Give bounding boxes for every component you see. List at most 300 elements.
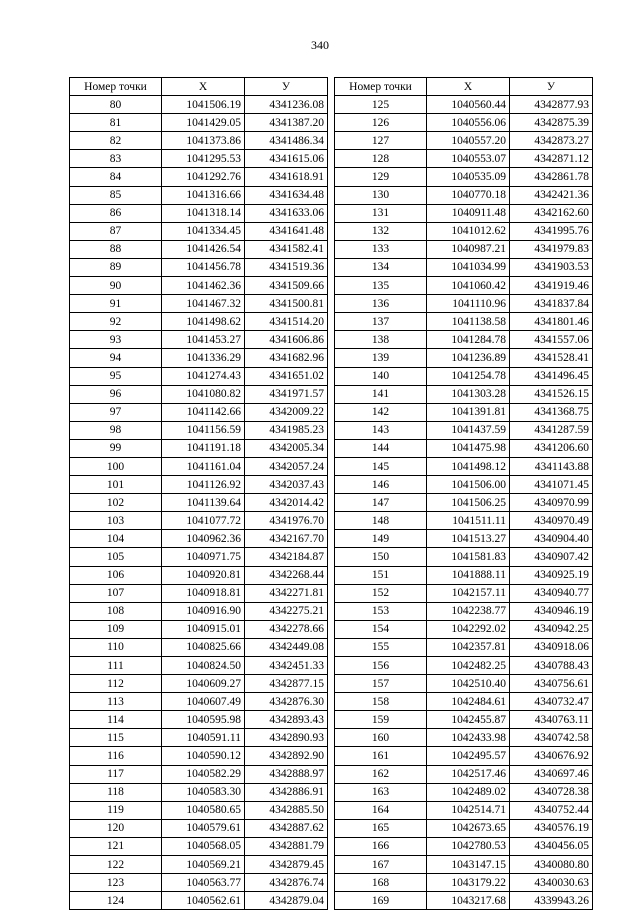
- table-row: [335, 801, 593, 819]
- table-row: [70, 638, 328, 656]
- x-cell: 1041456.78: [162, 258, 245, 276]
- x-cell: 1042482.25: [427, 657, 510, 675]
- x-cell: 1040535.09: [427, 168, 510, 186]
- point-number-cell: 104: [70, 530, 162, 548]
- table-row: [70, 168, 328, 186]
- point-number-cell: 95: [70, 367, 162, 385]
- table-row: [70, 711, 328, 729]
- point-number-cell: 157: [335, 675, 427, 693]
- y-cell: 4340080.80: [510, 856, 593, 874]
- point-number-cell: 129: [335, 168, 427, 186]
- table-row: [335, 240, 593, 258]
- y-cell: 4342885.50: [245, 801, 328, 819]
- table-row: [70, 892, 328, 910]
- table-row: [335, 295, 593, 313]
- y-cell: 4342449.08: [245, 638, 328, 656]
- y-cell: 4342890.93: [245, 729, 328, 747]
- table-row: [335, 313, 593, 331]
- y-cell: 4342005.34: [245, 439, 328, 457]
- x-cell: 1042433.98: [427, 729, 510, 747]
- point-number-cell: 142: [335, 403, 427, 421]
- table-row: [335, 530, 593, 548]
- x-cell: 1041292.76: [162, 168, 245, 186]
- x-cell: 1042157.11: [427, 584, 510, 602]
- x-cell: 1040825.66: [162, 638, 245, 656]
- x-cell: 1043217.68: [427, 892, 510, 910]
- x-cell: 1041506.25: [427, 494, 510, 512]
- point-number-cell: 131: [335, 204, 427, 222]
- x-cell: 1042495.57: [427, 747, 510, 765]
- y-cell: 4341837.84: [510, 295, 593, 313]
- y-cell: 4342877.15: [245, 675, 328, 693]
- x-cell: 1041581.83: [427, 548, 510, 566]
- x-cell: 1040569.21: [162, 856, 245, 874]
- x-cell: 1041498.62: [162, 313, 245, 331]
- x-cell: 1041254.78: [427, 367, 510, 385]
- table-row: [335, 765, 593, 783]
- x-cell: 1043147.15: [427, 856, 510, 874]
- x-cell: 1041453.27: [162, 331, 245, 349]
- x-cell: 1042489.02: [427, 783, 510, 801]
- y-cell: 4340970.49: [510, 512, 593, 530]
- x-cell: 1042517.46: [427, 765, 510, 783]
- point-number-cell: 84: [70, 168, 162, 186]
- x-cell: 1040916.90: [162, 602, 245, 620]
- point-number-cell: 121: [70, 837, 162, 855]
- y-cell: 4340907.42: [510, 548, 593, 566]
- point-number-cell: 120: [70, 819, 162, 837]
- table-row: [70, 801, 328, 819]
- x-cell: 1040987.21: [427, 240, 510, 258]
- y-cell: 4342876.74: [245, 874, 328, 892]
- y-cell: 4341496.45: [510, 367, 593, 385]
- y-cell: 4341528.41: [510, 349, 593, 367]
- y-cell: 4340925.19: [510, 566, 593, 584]
- y-cell: 4342275.21: [245, 602, 328, 620]
- x-cell: 1041437.59: [427, 421, 510, 439]
- y-cell: 4341976.70: [245, 512, 328, 530]
- x-cell: 1041139.64: [162, 494, 245, 512]
- x-cell: 1040582.29: [162, 765, 245, 783]
- header-x: X: [162, 78, 245, 96]
- table-row: [70, 747, 328, 765]
- y-cell: 4341979.83: [510, 240, 593, 258]
- table-row: [335, 132, 593, 150]
- point-number-cell: 123: [70, 874, 162, 892]
- y-cell: 4339943.26: [510, 892, 593, 910]
- x-cell: 1042238.77: [427, 602, 510, 620]
- x-cell: 1041156.59: [162, 421, 245, 439]
- table-row: [70, 403, 328, 421]
- table-row: [70, 657, 328, 675]
- point-number-cell: 150: [335, 548, 427, 566]
- x-cell: 1041138.58: [427, 313, 510, 331]
- header-x: X: [427, 78, 510, 96]
- point-number-cell: 149: [335, 530, 427, 548]
- table-row: [335, 856, 593, 874]
- point-number-cell: 158: [335, 693, 427, 711]
- y-cell: 4341519.36: [245, 258, 328, 276]
- table-row: [335, 783, 593, 801]
- table-row: [70, 783, 328, 801]
- table-row: [70, 602, 328, 620]
- y-cell: 4342877.93: [510, 96, 593, 114]
- y-cell: 4341919.46: [510, 277, 593, 295]
- x-cell: 1041077.72: [162, 512, 245, 530]
- table-row: [335, 457, 593, 475]
- y-cell: 4341633.06: [245, 204, 328, 222]
- table-row: [70, 132, 328, 150]
- point-number-cell: 117: [70, 765, 162, 783]
- table-row: [70, 222, 328, 240]
- y-cell: 4341514.20: [245, 313, 328, 331]
- x-cell: 1041126.92: [162, 476, 245, 494]
- y-cell: 4340752.44: [510, 801, 593, 819]
- header-point-number: Номер точки: [70, 78, 162, 96]
- table-row: [70, 874, 328, 892]
- point-number-cell: 116: [70, 747, 162, 765]
- y-cell: 4340940.77: [510, 584, 593, 602]
- y-cell: 4342451.33: [245, 657, 328, 675]
- x-cell: 1040911.48: [427, 204, 510, 222]
- y-cell: 4341682.96: [245, 349, 328, 367]
- y-cell: 4340756.61: [510, 675, 593, 693]
- x-cell: 1040971.75: [162, 548, 245, 566]
- x-cell: 1040915.01: [162, 620, 245, 638]
- table-row: [70, 114, 328, 132]
- table-row: [70, 331, 328, 349]
- y-cell: 4340456.05: [510, 837, 593, 855]
- point-number-cell: 94: [70, 349, 162, 367]
- y-cell: 4340946.19: [510, 602, 593, 620]
- table-row: [335, 566, 593, 584]
- x-cell: 1040609.27: [162, 675, 245, 693]
- point-number-cell: 80: [70, 96, 162, 114]
- table-row: [335, 476, 593, 494]
- x-cell: 1040920.81: [162, 566, 245, 584]
- x-cell: 1041110.96: [427, 295, 510, 313]
- point-number-cell: 103: [70, 512, 162, 530]
- y-cell: 4341618.91: [245, 168, 328, 186]
- table-row: [70, 277, 328, 295]
- x-cell: 1040590.12: [162, 747, 245, 765]
- x-cell: 1040962.36: [162, 530, 245, 548]
- point-number-cell: 127: [335, 132, 427, 150]
- point-number-cell: 153: [335, 602, 427, 620]
- point-number-cell: 87: [70, 222, 162, 240]
- x-cell: 1041191.18: [162, 439, 245, 457]
- y-cell: 4342876.30: [245, 693, 328, 711]
- y-cell: 4341206.60: [510, 439, 593, 457]
- point-number-cell: 105: [70, 548, 162, 566]
- point-number-cell: 168: [335, 874, 427, 892]
- y-cell: 4340576.19: [510, 819, 593, 837]
- point-number-cell: 164: [335, 801, 427, 819]
- y-cell: 4342861.78: [510, 168, 593, 186]
- table-row: [70, 530, 328, 548]
- y-cell: 4340788.43: [510, 657, 593, 675]
- point-number-cell: 145: [335, 457, 427, 475]
- y-cell: 4341985.23: [245, 421, 328, 439]
- table-row: [70, 512, 328, 530]
- table-row: [70, 620, 328, 638]
- point-number-cell: 101: [70, 476, 162, 494]
- table-row: [335, 222, 593, 240]
- table-row: [70, 439, 328, 457]
- point-number-cell: 96: [70, 385, 162, 403]
- table-row: [335, 349, 593, 367]
- y-cell: 4342886.91: [245, 783, 328, 801]
- point-number-cell: 154: [335, 620, 427, 638]
- y-cell: 4342875.39: [510, 114, 593, 132]
- y-cell: 4341971.57: [245, 385, 328, 403]
- x-cell: 1040824.50: [162, 657, 245, 675]
- point-number-cell: 108: [70, 602, 162, 620]
- point-number-cell: 128: [335, 150, 427, 168]
- x-cell: 1040560.44: [427, 96, 510, 114]
- point-number-cell: 148: [335, 512, 427, 530]
- point-number-cell: 81: [70, 114, 162, 132]
- point-number-cell: 146: [335, 476, 427, 494]
- y-cell: 4342879.04: [245, 892, 328, 910]
- y-cell: 4340732.47: [510, 693, 593, 711]
- y-cell: 4342871.12: [510, 150, 593, 168]
- table-row: [335, 277, 593, 295]
- table-row: [70, 837, 328, 855]
- table-row: [335, 512, 593, 530]
- table-row: [335, 729, 593, 747]
- table-row: [335, 439, 593, 457]
- y-cell: 4341526.15: [510, 385, 593, 403]
- table-row: [335, 638, 593, 656]
- table-row: [335, 657, 593, 675]
- point-number-cell: 98: [70, 421, 162, 439]
- point-number-cell: 135: [335, 277, 427, 295]
- point-number-cell: 163: [335, 783, 427, 801]
- point-number-cell: 139: [335, 349, 427, 367]
- y-cell: 4341143.88: [510, 457, 593, 475]
- x-cell: 1041467.32: [162, 295, 245, 313]
- table-row: [335, 602, 593, 620]
- x-cell: 1041334.45: [162, 222, 245, 240]
- x-cell: 1040563.77: [162, 874, 245, 892]
- point-number-cell: 147: [335, 494, 427, 512]
- point-number-cell: 106: [70, 566, 162, 584]
- y-cell: 4342278.66: [245, 620, 328, 638]
- point-number-cell: 161: [335, 747, 427, 765]
- y-cell: 4341606.86: [245, 331, 328, 349]
- y-cell: 4341486.34: [245, 132, 328, 150]
- table-row: [335, 874, 593, 892]
- y-cell: 4342879.45: [245, 856, 328, 874]
- x-cell: 1040557.20: [427, 132, 510, 150]
- table-row: [70, 457, 328, 475]
- point-number-cell: 90: [70, 277, 162, 295]
- point-number-cell: 165: [335, 819, 427, 837]
- point-number-cell: 110: [70, 638, 162, 656]
- y-cell: 4342162.60: [510, 204, 593, 222]
- point-number-cell: 167: [335, 856, 427, 874]
- x-cell: 1041274.43: [162, 367, 245, 385]
- table-row: [335, 114, 593, 132]
- x-cell: 1041080.82: [162, 385, 245, 403]
- y-cell: 4340970.99: [510, 494, 593, 512]
- table-row: [335, 675, 593, 693]
- x-cell: 1041429.05: [162, 114, 245, 132]
- table-row: [335, 331, 593, 349]
- point-number-cell: 159: [335, 711, 427, 729]
- x-cell: 1040595.98: [162, 711, 245, 729]
- x-cell: 1041142.66: [162, 403, 245, 421]
- table-row: [70, 186, 328, 204]
- y-cell: 4341801.46: [510, 313, 593, 331]
- point-number-cell: 89: [70, 258, 162, 276]
- x-cell: 1042484.61: [427, 693, 510, 711]
- x-cell: 1041336.29: [162, 349, 245, 367]
- table-row: [335, 204, 593, 222]
- table-row: [335, 693, 593, 711]
- point-number-cell: 134: [335, 258, 427, 276]
- y-cell: 4340728.38: [510, 783, 593, 801]
- table-row: [335, 892, 593, 910]
- y-cell: 4342167.70: [245, 530, 328, 548]
- point-number-cell: 130: [335, 186, 427, 204]
- y-cell: 4341582.41: [245, 240, 328, 258]
- point-number-cell: 88: [70, 240, 162, 258]
- y-cell: 4340904.40: [510, 530, 593, 548]
- x-cell: 1040562.61: [162, 892, 245, 910]
- table-row: [70, 566, 328, 584]
- table-row: [70, 729, 328, 747]
- point-number-cell: 82: [70, 132, 162, 150]
- table-row: [70, 313, 328, 331]
- table-row: [70, 675, 328, 693]
- table-row: [70, 548, 328, 566]
- point-number-cell: 126: [335, 114, 427, 132]
- table-row: [335, 186, 593, 204]
- table-header-row: [335, 78, 593, 96]
- y-cell: 4340697.46: [510, 765, 593, 783]
- y-cell: 4341651.02: [245, 367, 328, 385]
- y-cell: 4340942.25: [510, 620, 593, 638]
- point-number-cell: 119: [70, 801, 162, 819]
- y-cell: 4342009.22: [245, 403, 328, 421]
- page-number: 340: [311, 38, 329, 52]
- table-row: [335, 819, 593, 837]
- table-row: [70, 856, 328, 874]
- x-cell: 1041316.66: [162, 186, 245, 204]
- table-row: [335, 403, 593, 421]
- x-cell: 1041060.42: [427, 277, 510, 295]
- y-cell: 4341287.59: [510, 421, 593, 439]
- point-number-cell: 152: [335, 584, 427, 602]
- table-row: [70, 421, 328, 439]
- point-number-cell: 124: [70, 892, 162, 910]
- y-cell: 4342881.79: [245, 837, 328, 855]
- point-number-cell: 100: [70, 457, 162, 475]
- point-number-cell: 132: [335, 222, 427, 240]
- y-cell: 4341387.20: [245, 114, 328, 132]
- table-row: [335, 584, 593, 602]
- y-cell: 4342421.36: [510, 186, 593, 204]
- x-cell: 1042357.81: [427, 638, 510, 656]
- x-cell: 1043179.22: [427, 874, 510, 892]
- y-cell: 4340030.63: [510, 874, 593, 892]
- point-number-cell: 143: [335, 421, 427, 439]
- x-cell: 1041303.28: [427, 385, 510, 403]
- table-row: [335, 837, 593, 855]
- table-row: [335, 367, 593, 385]
- y-cell: 4340676.92: [510, 747, 593, 765]
- table-row: [335, 385, 593, 403]
- y-cell: 4342887.62: [245, 819, 328, 837]
- y-cell: 4342268.44: [245, 566, 328, 584]
- x-cell: 1042514.71: [427, 801, 510, 819]
- point-number-cell: 125: [335, 96, 427, 114]
- table-row: [335, 421, 593, 439]
- y-cell: 4341903.53: [510, 258, 593, 276]
- x-cell: 1041462.36: [162, 277, 245, 295]
- point-number-cell: 83: [70, 150, 162, 168]
- point-number-cell: 155: [335, 638, 427, 656]
- x-cell: 1041888.11: [427, 566, 510, 584]
- x-cell: 1040553.07: [427, 150, 510, 168]
- coordinates-table-left: [69, 77, 328, 910]
- y-cell: 4341557.06: [510, 331, 593, 349]
- x-cell: 1041295.53: [162, 150, 245, 168]
- y-cell: 4342893.43: [245, 711, 328, 729]
- point-number-cell: 137: [335, 313, 427, 331]
- x-cell: 1040770.18: [427, 186, 510, 204]
- point-number-cell: 151: [335, 566, 427, 584]
- y-cell: 4342037.43: [245, 476, 328, 494]
- y-cell: 4341071.45: [510, 476, 593, 494]
- x-cell: 1041318.14: [162, 204, 245, 222]
- x-cell: 1041506.19: [162, 96, 245, 114]
- x-cell: 1041284.78: [427, 331, 510, 349]
- x-cell: 1041236.89: [427, 349, 510, 367]
- x-cell: 1041513.27: [427, 530, 510, 548]
- point-number-cell: 144: [335, 439, 427, 457]
- point-number-cell: 162: [335, 765, 427, 783]
- table-row: [335, 258, 593, 276]
- y-cell: 4341641.48: [245, 222, 328, 240]
- table-row: [70, 476, 328, 494]
- header-y: У: [510, 78, 593, 96]
- table-row: [70, 240, 328, 258]
- y-cell: 4341500.81: [245, 295, 328, 313]
- x-cell: 1040579.61: [162, 819, 245, 837]
- x-cell: 1042292.02: [427, 620, 510, 638]
- point-number-cell: 138: [335, 331, 427, 349]
- point-number-cell: 114: [70, 711, 162, 729]
- x-cell: 1042455.87: [427, 711, 510, 729]
- table-row: [70, 385, 328, 403]
- table-row: [335, 168, 593, 186]
- x-cell: 1041391.81: [427, 403, 510, 421]
- y-cell: 4340763.11: [510, 711, 593, 729]
- x-cell: 1041012.62: [427, 222, 510, 240]
- x-cell: 1042510.40: [427, 675, 510, 693]
- x-cell: 1040556.06: [427, 114, 510, 132]
- y-cell: 4342873.27: [510, 132, 593, 150]
- x-cell: 1040591.11: [162, 729, 245, 747]
- y-cell: 4341368.75: [510, 403, 593, 421]
- table-row: [70, 349, 328, 367]
- x-cell: 1040568.05: [162, 837, 245, 855]
- y-cell: 4341236.08: [245, 96, 328, 114]
- x-cell: 1041506.00: [427, 476, 510, 494]
